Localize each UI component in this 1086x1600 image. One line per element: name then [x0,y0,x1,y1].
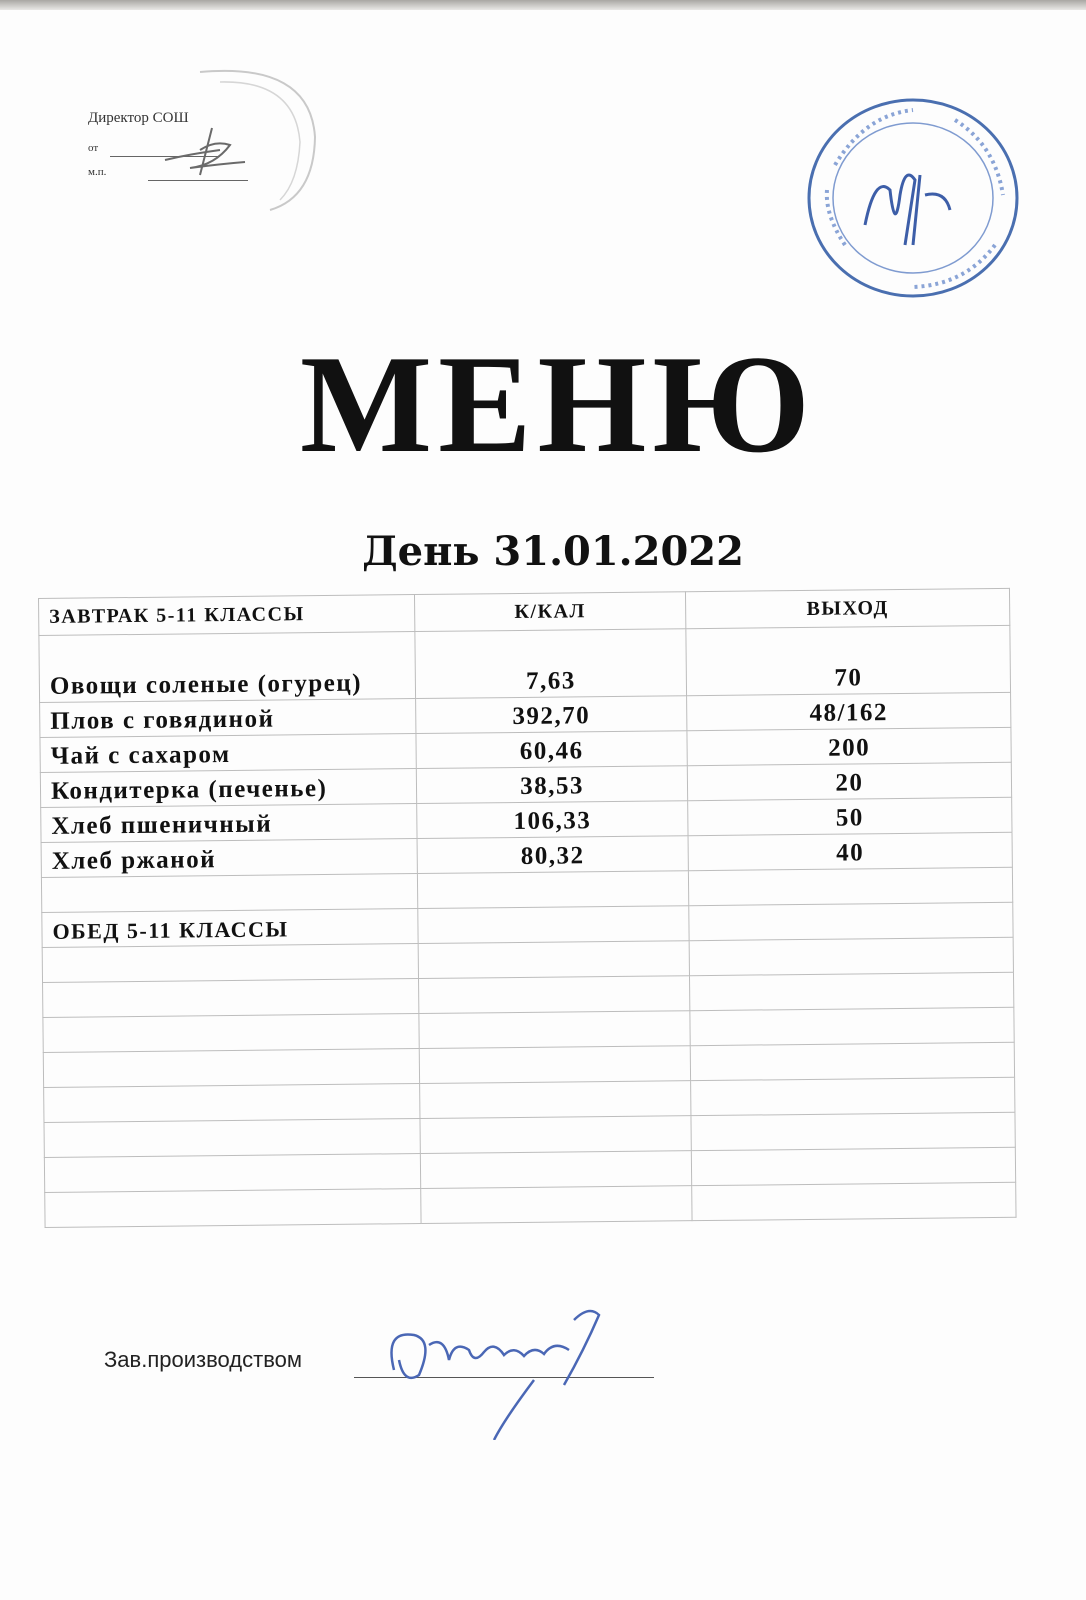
dish-kcal: 7,63 [415,629,687,699]
dish-output: 20 [687,762,1011,800]
photo-top-edge [0,0,1086,10]
dish-output: 200 [687,727,1011,765]
dish-name: Хлеб пшеничный [41,804,417,843]
director-signature [160,120,250,180]
school-seal-stamp [805,95,1025,305]
dish-output: 40 [688,832,1012,870]
dish-output: 48/162 [687,692,1011,730]
lunch-header: ОБЕД 5-11 КЛАССЫ [42,909,418,948]
dish-output: 50 [688,797,1012,835]
page-title: МЕНЮ [299,327,817,482]
table-row [39,625,1011,702]
header-output: ВЫХОД [685,588,1009,628]
dish-kcal: 38,53 [416,766,687,804]
dish-output: 70 [686,625,1011,695]
dish-name: Кондитерка (печенье) [40,769,416,808]
production-manager-sign-block [104,1335,704,1435]
dish-name: Плов с говядиной [40,699,416,738]
dish-name: Овощи соленые (огурец) [39,632,416,703]
dish-kcal: 80,32 [417,836,688,874]
dish-kcal: 60,46 [416,731,687,769]
dish-name: Чай с сахаром [40,734,416,773]
approval-title: Директор СОШ [88,110,189,126]
approval-date-prefix: от [88,142,99,154]
dish-kcal: 392,70 [416,696,687,734]
production-manager-signature [374,1290,614,1440]
menu-table [38,588,1017,1228]
approval-seal-mark: м.п. [88,166,107,178]
dish-kcal: 106,33 [417,801,688,839]
header-kcal: К/КАЛ [414,592,685,632]
header-meal: ЗАВТРАК 5-11 КЛАССЫ [39,595,415,636]
dish-name: Хлеб ржаной [41,839,417,878]
menu-date: День 31.01.2022 [362,528,744,575]
production-manager-label: Зав.производством [104,1347,302,1372]
